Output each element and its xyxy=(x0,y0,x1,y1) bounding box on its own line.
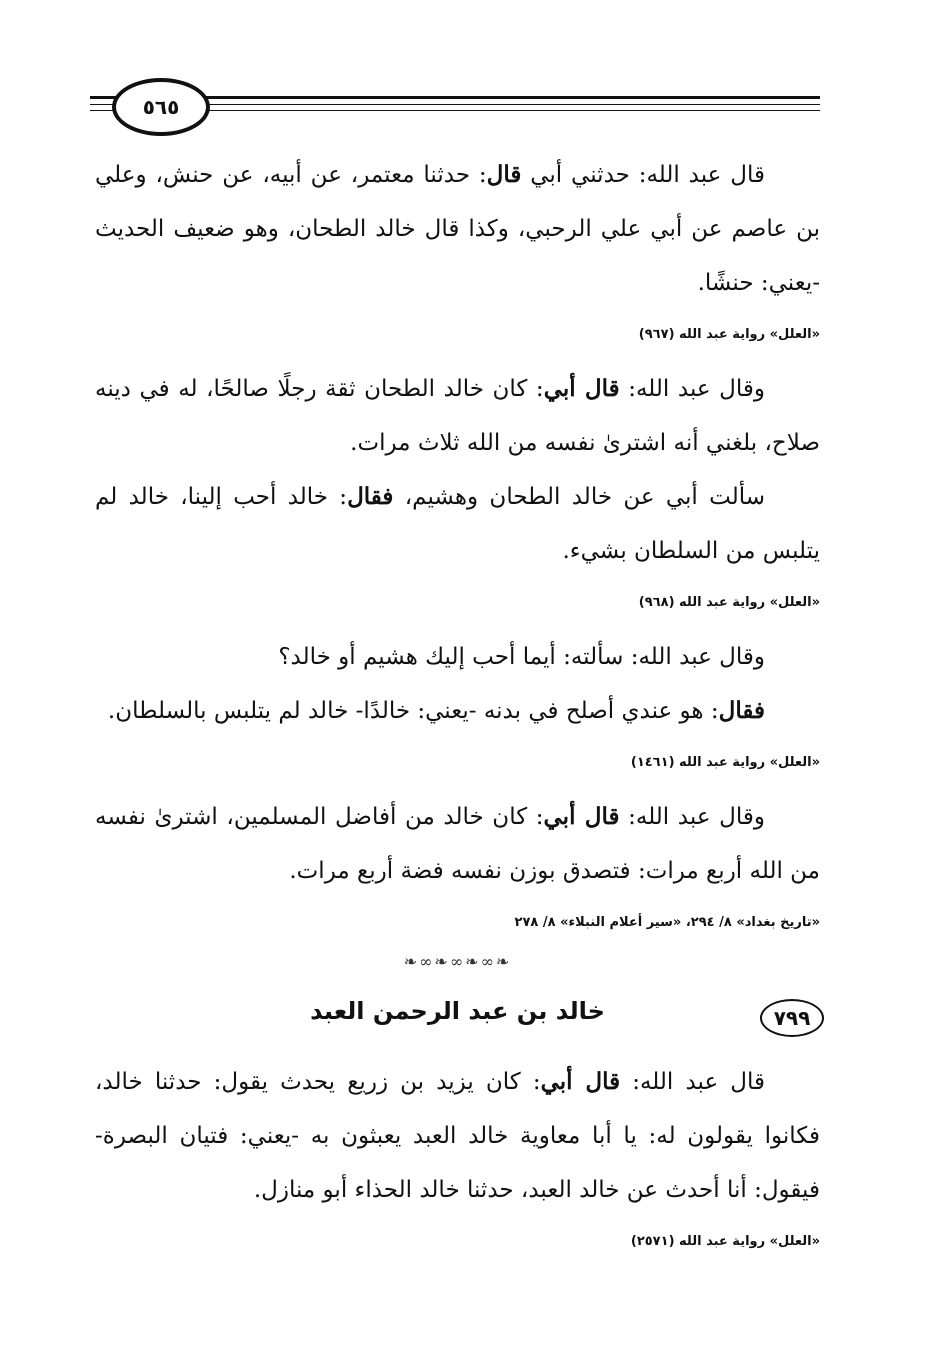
paragraph xyxy=(95,148,820,310)
text-run: قال عبد الله: xyxy=(620,1069,766,1095)
bold-phrase: قال أبي xyxy=(543,375,620,402)
paragraph xyxy=(95,630,820,684)
ornament-divider: ❧∞❧∞❧∞❧ xyxy=(403,952,512,971)
text-run: : كان خالد من أفاضل المسلمين، اشترىٰ نفسه من الله أربع مرات: فتصدق بوزن نفسه فضة أربع مرات. xyxy=(95,804,820,884)
text-run: : هو عندي أصلح في بدنه -يعني: خالدًا- خالد لم يتلبس بالسلطان. xyxy=(107,698,719,724)
bold-phrase: فقال xyxy=(718,697,765,724)
text-run: وقال عبد الله: xyxy=(619,804,765,830)
page-body xyxy=(95,148,820,1269)
bold-phrase: قال xyxy=(486,161,522,188)
entry-number-badge: ٧٩٩ xyxy=(760,999,824,1037)
source-citation: «العلل» رواية عبد الله (١٤٦١) xyxy=(630,755,820,770)
entry-title: خالد بن عبد الرحمن العبد xyxy=(310,997,605,1025)
bold-phrase: قال أبي xyxy=(543,803,620,830)
text-run: : كان يزيد بن زريع يحدث يقول: حدثنا خالد، فكانوا يقولون له: يا أبا معاوية خالد العبد يعبثون به -يعني: فتيان البصرة- فيقول: أنا أحدث عن خالد العبد، حدثنا خالد الحذاء أبو منازل. xyxy=(95,1069,820,1203)
paragraph xyxy=(95,684,820,738)
text-run: وقال عبد الله: xyxy=(619,376,765,402)
text-run: سألت أبي عن خالد الطحان وهشيم، xyxy=(393,484,765,510)
paragraph xyxy=(95,1055,820,1217)
source-citation: «تاريخ بغداد» ٨/ ٢٩٤، «سير أعلام النبلاء» ٨/ ٢٧٨ xyxy=(514,915,820,930)
page-number: ٥٦٥ xyxy=(112,78,210,136)
source-citation: «العلل» رواية عبد الله (٩٦٨) xyxy=(638,595,820,610)
text-run: : حدثنا معتمر، عن أبيه، عن حنش، وعلي بن عاصم عن أبي علي الرحبي، وكذا قال خالد الطحان، وهو ضعيف الحديث -يعني: حنشًا. xyxy=(95,162,820,296)
paragraph xyxy=(95,362,820,470)
bold-phrase: قال أبي xyxy=(540,1068,621,1095)
text-run: : كان خالد الطحان ثقة رجلًا صالحًا، له في دينه صلاح، بلغني أنه اشترىٰ نفسه من الله ثلاث مرات. xyxy=(95,376,820,456)
text-run: : خالد أحب إلينا، خالد لم يتلبس من السلطان بشيء. xyxy=(95,484,820,564)
paragraph xyxy=(95,470,820,578)
text-run: قال عبد الله: حدثني أبي xyxy=(521,162,765,188)
text-run: وقال عبد الله: سألته: أيما أحب إليك هشيم أو خالد؟ xyxy=(278,644,765,670)
entry-header xyxy=(95,993,820,1051)
source-citation: «العلل» رواية عبد الله (٢٥٧١) xyxy=(630,1234,820,1249)
paragraph xyxy=(95,790,820,898)
source-citation: «العلل» رواية عبد الله (٩٦٧) xyxy=(638,327,820,342)
page-header xyxy=(90,78,820,134)
bold-phrase: فقال xyxy=(347,483,394,510)
